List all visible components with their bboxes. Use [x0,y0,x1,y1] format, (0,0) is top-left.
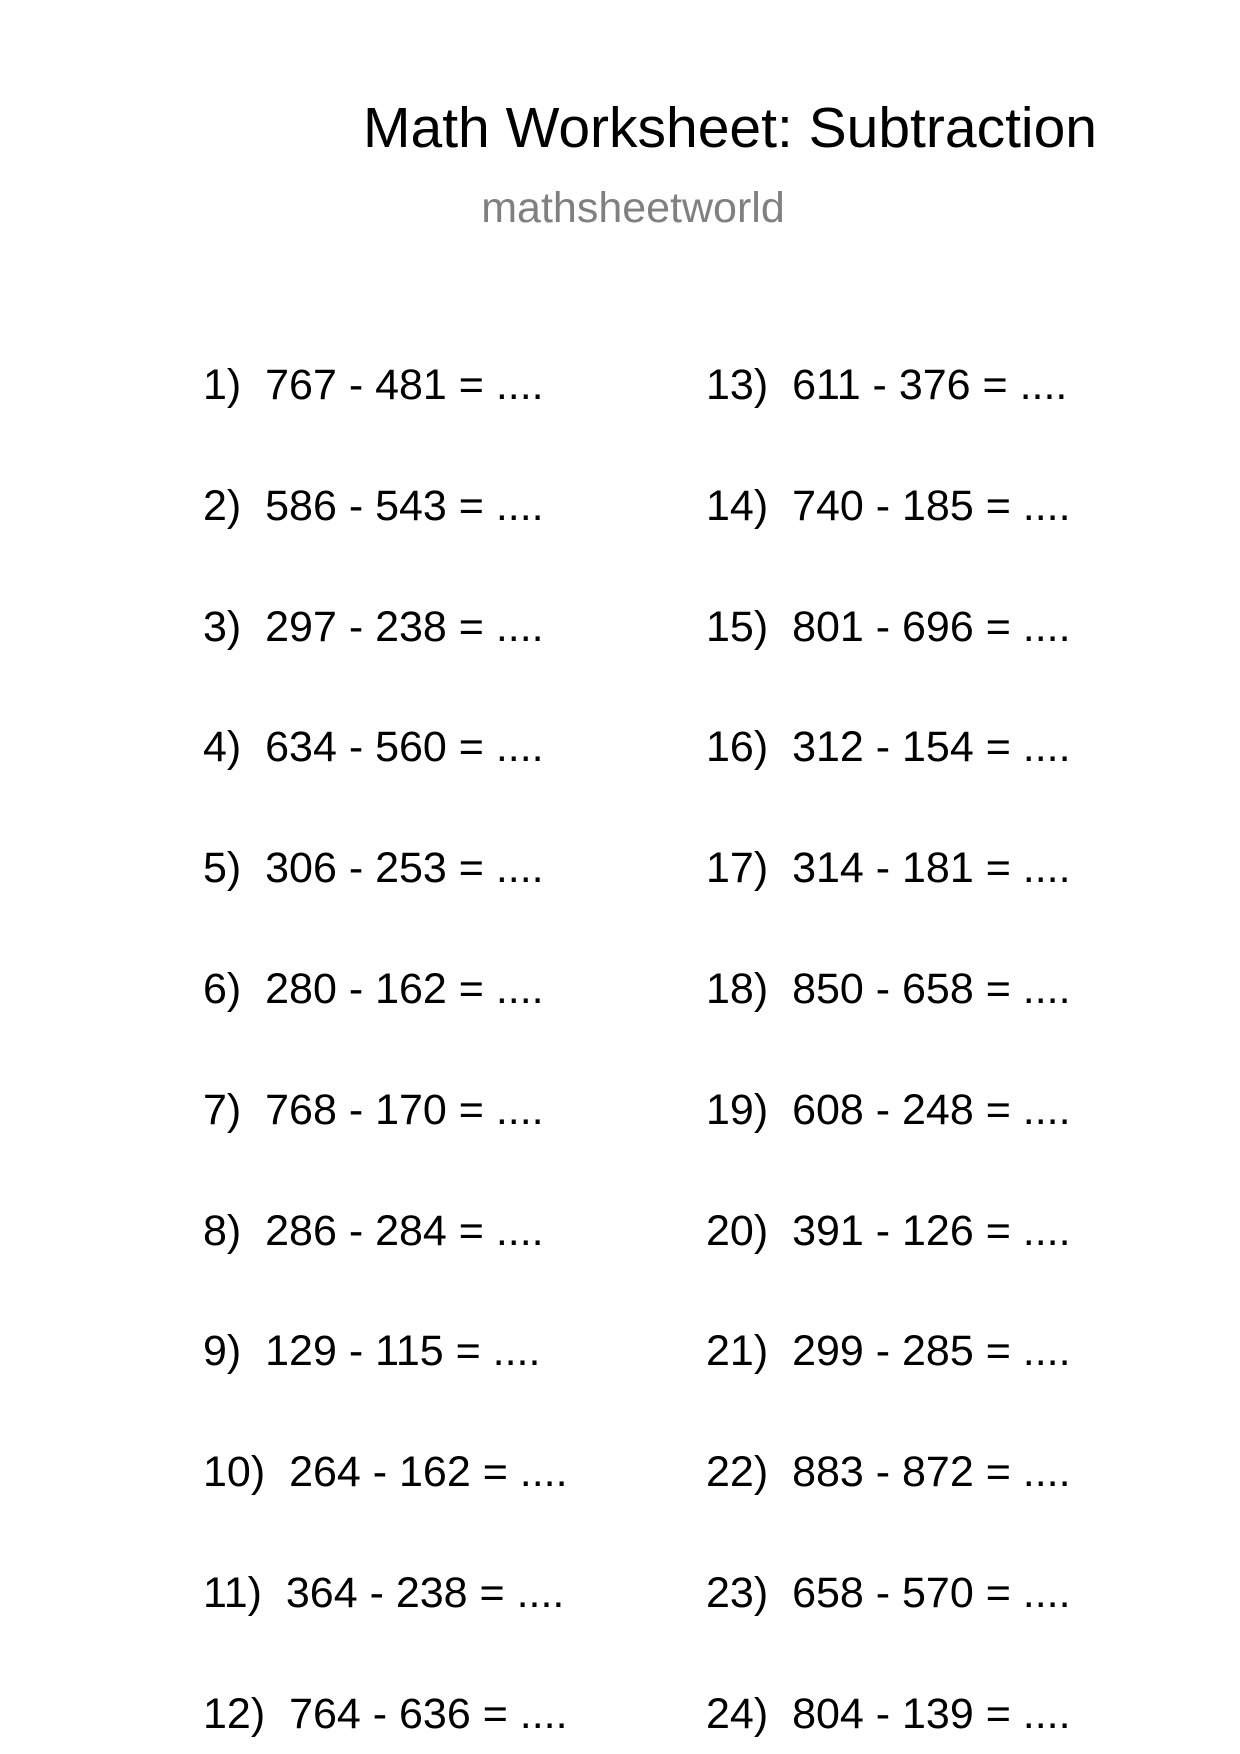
problem-item [203,844,544,893]
problem-number: 21) [706,1327,769,1376]
problem-item [203,1569,565,1617]
problem-number: 3) [203,602,242,651]
problem-number: 2) [203,481,242,530]
problem-expression: 634 - 560 = .... [265,723,544,772]
problem-expression: 658 - 570 = .... [792,1569,1071,1617]
problem-item [706,1327,1071,1376]
problem-expression: 850 - 658 = .... [792,965,1071,1013]
problem-expression: 764 - 636 = .... [289,1689,568,1738]
problem-item [203,1206,544,1255]
problem-number: 10) [203,1448,266,1497]
problem-expression: 768 - 170 = .... [265,1085,544,1134]
problem-expression: 280 - 162 = .... [265,965,544,1013]
problem-expression: 299 - 285 = .... [792,1327,1071,1376]
problem-item [203,1448,568,1497]
problem-expression: 883 - 872 = .... [792,1448,1071,1497]
problem-number: 5) [203,844,242,893]
problem-number: 22) [706,1448,769,1497]
problem-item [706,723,1071,772]
problem-number: 19) [706,1085,769,1134]
problem-number: 8) [203,1206,242,1255]
problem-expression: 314 - 181 = .... [792,844,1071,893]
problem-item [706,1085,1071,1134]
problem-item [203,1327,541,1376]
problem-item [203,1689,568,1738]
problem-item [203,1085,544,1134]
problem-expression: 611 - 376 = .... [792,361,1068,409]
problem-expression: 740 - 185 = .... [792,481,1071,530]
problem-item [203,602,544,651]
problem-item [706,1689,1071,1738]
problem-item [706,1206,1071,1255]
problem-number: 15) [706,602,769,651]
site-name: mathsheetworld [481,184,785,232]
problem-item [706,1569,1071,1617]
problem-expression: 391 - 126 = .... [792,1206,1071,1255]
problem-expression: 312 - 154 = .... [792,723,1071,772]
problem-item [706,481,1071,530]
page-title: Math Worksheet: Subtraction [363,96,1097,160]
problem-item [706,602,1071,651]
problem-expression: 586 - 543 = .... [265,481,544,530]
problem-expression: 801 - 696 = .... [792,602,1071,651]
problem-expression: 767 - 481 = .... [265,361,544,409]
problem-number: 24) [706,1689,769,1738]
problem-number: 9) [203,1327,242,1376]
problem-item [706,844,1071,893]
problem-expression: 286 - 284 = .... [265,1206,544,1255]
problem-number: 18) [706,965,769,1013]
problem-expression: 804 - 139 = .... [792,1689,1071,1738]
problem-item [706,1448,1071,1497]
problem-item [203,965,544,1013]
problem-item [203,361,544,409]
problem-number: 7) [203,1085,242,1134]
problem-number: 20) [706,1206,769,1255]
problem-number: 4) [203,723,242,772]
problem-number: 16) [706,723,769,772]
problem-number: 1) [203,361,242,409]
problem-number: 23) [706,1569,769,1617]
problem-expression: 608 - 248 = .... [792,1085,1071,1134]
problem-number: 17) [706,844,769,893]
problem-item [203,723,544,772]
problem-number: 13) [706,361,769,409]
problem-number: 11) [203,1569,262,1617]
problem-item [706,361,1068,409]
problem-number: 6) [203,965,242,1013]
problem-expression: 129 - 115 = .... [265,1327,541,1376]
problem-expression: 264 - 162 = .... [289,1448,568,1497]
problem-item [706,965,1071,1013]
problem-number: 12) [203,1689,266,1738]
problem-number: 14) [706,481,769,530]
problem-expression: 297 - 238 = .... [265,602,544,651]
problem-item [203,481,544,530]
problem-expression: 306 - 253 = .... [265,844,544,893]
problem-expression: 364 - 238 = .... [285,1569,565,1617]
